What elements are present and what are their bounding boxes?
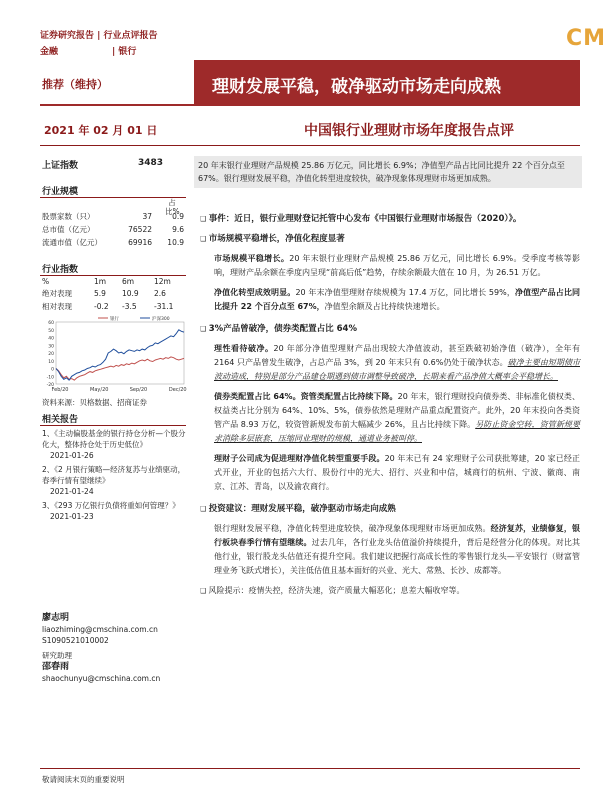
bullet-icon: ❑ (200, 587, 209, 595)
y-tick-label: -20 (46, 383, 54, 388)
scale-title: 行业规模 (42, 187, 79, 197)
index-chart (40, 314, 188, 392)
analyst-block (42, 612, 188, 684)
assistant-email[interactable]: shaochunyu@cmschina.com.cn (42, 674, 161, 683)
y-tick-label: 10 (48, 359, 54, 365)
chart-source: 资料来源：贝格数据、招商证券 (42, 398, 147, 407)
para-6: 银行理财发展平稳，净值化转型进度较快，破净现象体现理财市场更加成熟。经济复苏，业绩修复，银行板块春季行情有望继续。过去几年，各行业龙头估值溢价持续提升，背后是经营分化的体现。对比其他行业，银行股龙头估值还有提升空间。我们建议把握行高成长性的零售银行龙头—平安银行（财富管理业务飞跃式增长），关注低估值且基本面好的兴业、光大、常熟、长沙、成都等。 (214, 524, 581, 575)
scale-row: 流通市值（亿元） 69916 10.9 (42, 238, 184, 247)
event-line: ❑ 事件：近日，银行业理财登记托管中心发布《中国银行业理财市场报告（2020）》。 (200, 214, 522, 224)
subsector-label: | 银行 (112, 47, 137, 57)
perf-title: 行业指数 (42, 265, 79, 275)
main-body (200, 212, 580, 598)
series-line (56, 357, 184, 380)
para-1: 市场规模平稳增长。20 年末银行业理财产品规模 25.86 万亿元，同比增长 6.9%。受季度考核等影响，理财产品余额在季度内呈现“前高后低”趋势，存续余额最大值在 10 月，为 26.51 万亿。 (214, 254, 581, 277)
section-2-title: ❑ 3%产品曾破净，债券类配置占比 64% (200, 324, 357, 334)
y-tick-label: 0 (51, 367, 54, 373)
risk-line: ❑ 风险提示：疫情失控，经济失速，资产质量大幅恶化；息差大幅收窄等。 (200, 586, 465, 595)
para-5: 理财子公司成为促进理财净值化转型重要手段。20 年末已有 24 家理财子公司获批筹建，20 家已经正式开业，开业的包括六大行、股份行中的光大、招行、兴业和中信，城商行的杭州、宁波、徽商、南京、江苏、青岛，以及渝农商行。 (214, 454, 580, 491)
assistant-name: 邵春雨 (42, 662, 70, 672)
report-date: 2021 年 02 月 01 日 (44, 124, 158, 137)
related-item[interactable]: 1、《主动偏股基金的银行持仓分析—个股分化大，整体持仓处于历史低位》 2021-01-26 (42, 429, 186, 460)
subtitle-rule (40, 145, 580, 146)
y-tick-label: 20 (48, 352, 54, 357)
footer-note: 敬请阅读末页的重要说明 (42, 775, 125, 784)
index-label: 上证指数 (42, 161, 79, 171)
related-item[interactable]: 3、《293 万亿银行负债将重如何管理？》 2021-01-23 (42, 501, 180, 521)
report-subtitle: 中国银行业理财市场年度报告点评 (304, 123, 514, 139)
para-3: 理性看待破净。20 年部分净值型理财产品出现较大净值波动，甚至跌破初始净值（破净），全年有 2164 只产品曾发生破净，占总产品 3%，到 20 年末只有 0.6%仍处于破净状态。破净主要由短期债市波动造成，特别是部分产品建仓期遇到债市调整导致破净，长期来看产品净值大概率会平稳增长。 (214, 344, 580, 381)
series-line (56, 330, 184, 380)
x-tick-label: Dec/20 (168, 387, 187, 393)
summary-box: 20 年末银行业理财产品规模 25.86 万亿元，同比增长 6.9%；净值型产品占比同比提升 22 个百分点至 67%。银行理财发展平稳，净值化转型进度较快，破净现象体现理财市场更加成熟。 (194, 156, 582, 188)
x-tick-label: Sep/20 (129, 387, 148, 393)
y-tick-label: 40 (48, 336, 54, 342)
section-3-title: ❑ 投资建议：理财发展平稳，破净驱动市场走向成熟 (200, 504, 396, 514)
sector-label: 金融 (40, 47, 59, 57)
x-tick-label: May/20 (90, 387, 109, 393)
para-2: 净值化转型成效明显。20 年末净值型理财存续规模为 17.4 万亿，同比增长 59%，净值型产品占比同比提升 22 个百分点至 67%，净值型余额及占比持续快速增长。 (214, 288, 581, 311)
related-list (42, 428, 188, 522)
index-value: 3483 (138, 158, 164, 168)
analyst-email[interactable]: liaozhiming@cmschina.com.cn (42, 625, 158, 634)
report-type: 证券研究报告 | 行业点评报告 (40, 31, 158, 41)
para-4: 债券类配置占比 64%。资管类配置占比持续下降。20 年末，银行理财投向债券类、非标准化债权类、权益类占比分别为 64%、10%、5%，债券依然是理财产品重点配置资产。此外，20 年末投向各类资管产品 8.93 万亿，较资管新规发布前大幅减少 26%，且占比持续下降。另防止资金空转，资管新规要求消除多层嵌套，压缩同业理财的规模，通道业务被叫停。 (214, 392, 580, 443)
perf-row: 相对表现 -0.2 -3.5 -31.1 (42, 302, 174, 311)
y-tick-label: 50 (48, 328, 54, 334)
scale-row: 总市值（亿元） 76522 9.6 (42, 225, 184, 234)
perf-table (42, 276, 184, 313)
section-1-title: ❑ 市场规模平稳增长，净值化程度显著 (200, 234, 345, 244)
rating-label: 推荐（维持） (42, 78, 108, 91)
x-tick-label: Feb/20 (51, 387, 69, 393)
scale-row: 股票家数（只） 37 0.9 (42, 212, 184, 221)
legend-label: 沪深300 (152, 317, 170, 322)
analyst-name: 廖志明 (42, 613, 70, 623)
report-title: 理财发展平稳，破净驱动市场走向成熟 (212, 77, 501, 97)
bullet-icon: ❑ (200, 235, 209, 243)
bullet-icon: ❑ (200, 325, 209, 333)
assistant-label: 研究助理 (42, 651, 72, 660)
broker-logo: CM (566, 26, 606, 51)
y-tick-label: 30 (48, 344, 54, 350)
bullet-icon: ❑ (200, 215, 209, 223)
bullet-icon: ❑ (200, 505, 209, 513)
perf-row: 绝对表现 5.9 10.9 2.6 (42, 289, 166, 298)
scale-pct-header: 占比% (165, 198, 180, 216)
scale-table (42, 210, 184, 249)
banner-rule (40, 104, 580, 106)
footer-rule (40, 768, 580, 769)
legend-label: 银行 (110, 317, 119, 322)
perf-header-row: % 1m 6m 12m (42, 277, 171, 286)
y-tick-label: 60 (48, 321, 54, 326)
related-title: 相关报告 (42, 415, 79, 425)
title-banner (194, 60, 580, 104)
analyst-id: S1090521010002 (42, 636, 109, 645)
related-rule (40, 425, 186, 426)
y-tick-label: -10 (46, 375, 54, 381)
related-item[interactable]: 2、《2 月银行策略—经济复苏与业绩驱动，春季行情有望继续》 2021-01-24 (42, 465, 186, 496)
